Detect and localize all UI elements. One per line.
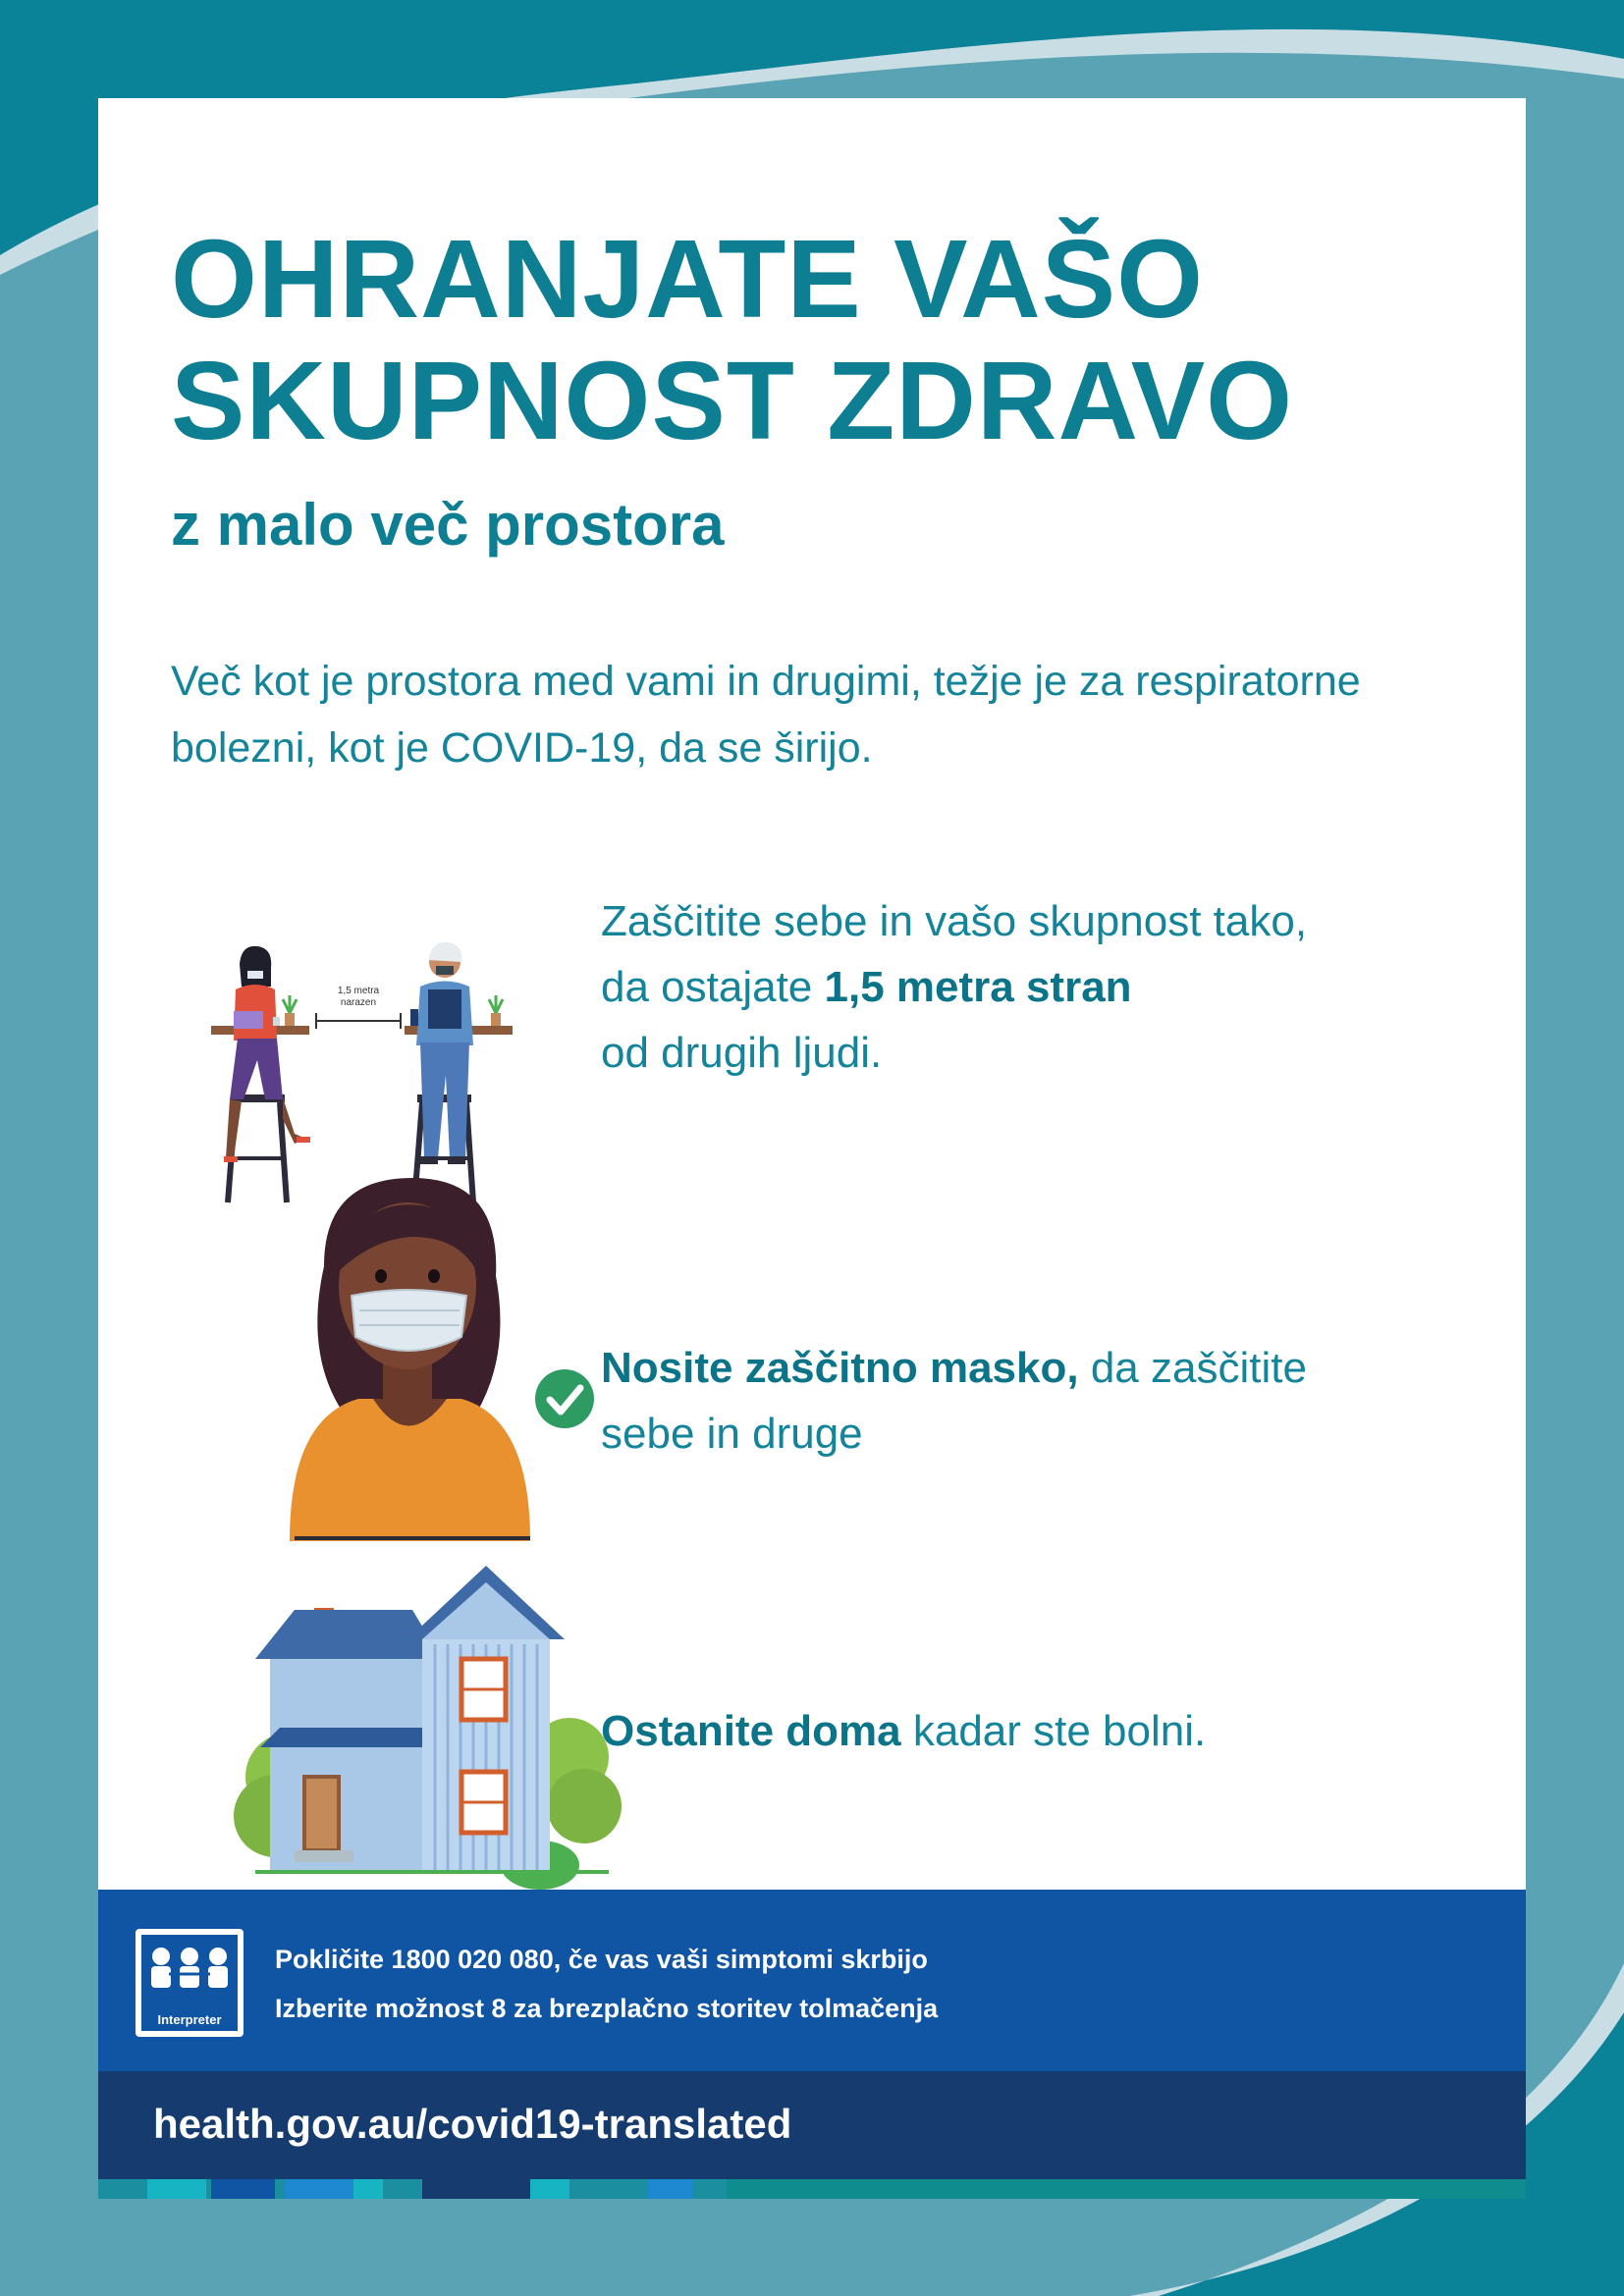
- intro-text: Več kot je prostora med vami in drugimi, težje je za respiratorne bolezni, kot je COVID-19, da se širijo.: [171, 658, 1361, 772]
- footer-band: [98, 1890, 1526, 2071]
- website-link[interactable]: health.gov.au/covid19-translated: [153, 2101, 792, 2147]
- interpreter-people-icon: [141, 1935, 238, 2003]
- stay-home-emphasis: Ostanite doma: [601, 1707, 901, 1755]
- interpreter-icon: [135, 1929, 244, 2037]
- footer-interpreter-text: Izberite možnost 8 za brezplačno storitev tolmačenja: [275, 1994, 939, 2023]
- poster-card: [98, 98, 1526, 2199]
- distancing-emphasis: 1,5 metra stran: [824, 963, 1132, 1011]
- stay-home-line-text: kadar ste bolni.: [900, 1707, 1207, 1755]
- distancing-line-2-text: da ostajate: [601, 963, 825, 1011]
- title-line-1: OHRANJATE VAŠO: [171, 217, 1205, 341]
- decorative-stripe: [98, 2179, 1526, 2199]
- url-band: [98, 2071, 1526, 2179]
- footer-phone-text: Pokličite 1800 020 080, če vas vaši simptomi skrbijo: [275, 1945, 928, 1974]
- mask-line-1-text: da zaščitite: [1078, 1344, 1307, 1392]
- house-illustration: [216, 1492, 648, 1904]
- poster-subtitle: z malo več prostora: [171, 492, 725, 558]
- distancing-line-2: [601, 954, 1485, 1020]
- distancing-line-1: Zaščitite sebe in vašo skupnost tako,: [601, 897, 1308, 945]
- distancing-text: [601, 888, 1485, 1086]
- checkmark-icon: [535, 1369, 594, 1428]
- woman-face-mask-illustration: [265, 1168, 599, 1541]
- mask-line-1: [601, 1335, 1485, 1401]
- mask-text: [601, 1335, 1485, 1467]
- title-line-2: SKUPNOST ZDRAVO: [171, 339, 1293, 462]
- distance-label-1: 1,5 metra: [337, 986, 380, 996]
- mask-emphasis: Nosite zaščitno masko,: [601, 1344, 1079, 1392]
- people-distancing-illustration: [196, 874, 530, 1207]
- interpreter-label: Interpreter: [157, 2012, 222, 2027]
- distancing-line-3: od drugih ljudi.: [601, 1029, 883, 1077]
- mask-line-2: sebe in druge: [601, 1410, 863, 1458]
- stay-home-text: [601, 1698, 1485, 1764]
- interpreter-icon-background: [141, 1935, 238, 2031]
- stay-home-line: [601, 1698, 1485, 1764]
- distance-label-2: narazen: [340, 997, 377, 1008]
- poster-title: [171, 218, 1293, 461]
